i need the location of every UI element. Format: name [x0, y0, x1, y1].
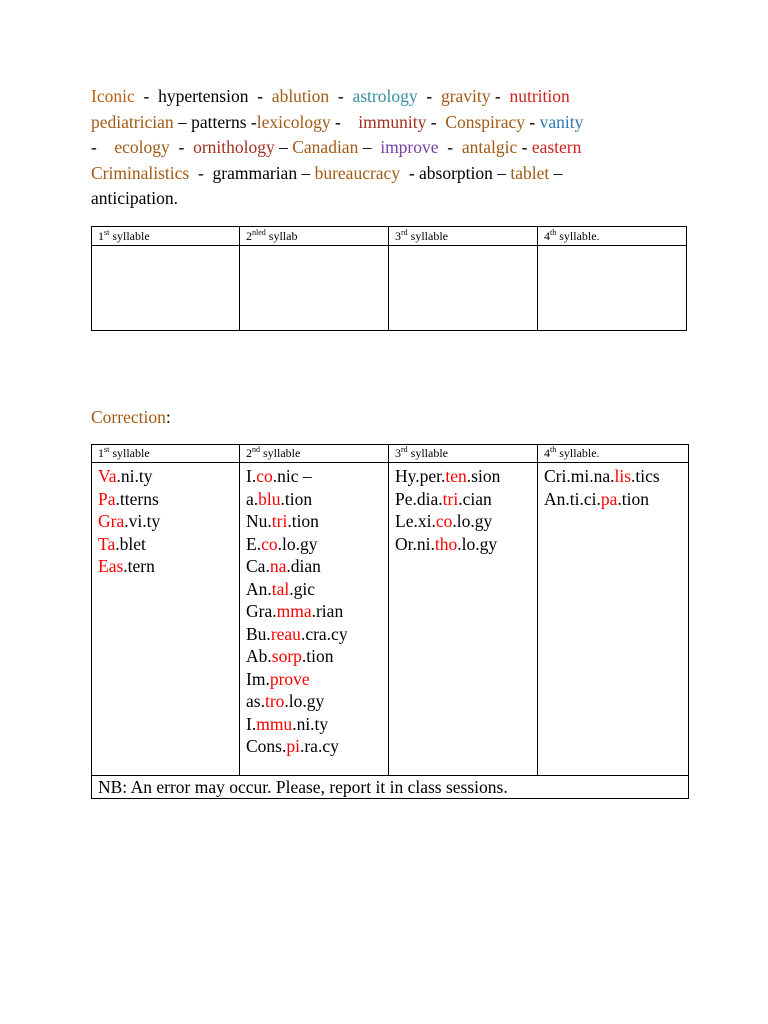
vocabulary-word: improve	[380, 137, 439, 158]
unstressed-part: Ab.	[246, 646, 272, 666]
stressed-syllable: prove	[269, 668, 310, 689]
syllabified-word	[246, 668, 388, 691]
syllabified-word	[395, 510, 537, 533]
syllabified-word	[395, 465, 537, 488]
exercise-table-header-row	[92, 227, 687, 246]
syllabified-word	[246, 578, 388, 601]
vocabulary-word: pediatrician	[91, 111, 174, 132]
header-label: syllable	[109, 446, 150, 460]
correction-column-2nd-syllable	[240, 463, 389, 776]
exercise-answer-cell[interactable]	[389, 246, 538, 331]
unstressed-part: .ni.ty	[116, 466, 153, 486]
unstressed-part: .tion	[280, 488, 313, 509]
syllabified-word	[246, 713, 388, 736]
unstressed-part: .tion	[287, 511, 319, 531]
correction-column-3rd-syllable	[389, 463, 538, 776]
stressed-syllable: sorp	[271, 646, 302, 666]
syllabified-word	[246, 690, 388, 713]
correction-colon: :	[165, 407, 171, 427]
vocabulary-word: nutrition	[509, 86, 570, 106]
correction-header-cell	[389, 445, 538, 463]
correction-table-header-row	[92, 445, 689, 463]
vocabulary-word: astrology	[352, 86, 418, 106]
syllable-number: 2	[246, 229, 252, 243]
exercise-table	[91, 226, 687, 331]
unstressed-part: .blet	[115, 533, 146, 554]
stressed-syllable: Va	[98, 466, 117, 486]
unstressed-part: as.	[246, 691, 265, 711]
stressed-syllable: tro	[264, 691, 285, 711]
stressed-syllable: mmu	[256, 713, 293, 734]
unstressed-part: Cons.	[246, 736, 287, 756]
stressed-syllable: Pa	[98, 488, 116, 509]
unstressed-part: I.	[246, 713, 257, 734]
syllable-number: 2	[246, 446, 252, 460]
syllable-number: 3	[395, 229, 401, 243]
word-list	[91, 84, 691, 212]
stressed-syllable: pi	[286, 736, 300, 756]
unstressed-part: .ra.cy	[299, 736, 339, 756]
word-separator: –	[297, 162, 315, 183]
ordinal-suffix: st	[104, 445, 110, 454]
stressed-syllable: tal	[271, 578, 290, 599]
word-separator: -	[490, 86, 510, 106]
vocabulary-word: gravity	[440, 86, 491, 106]
syllabified-word	[246, 600, 388, 623]
header-label: syllable	[407, 229, 448, 243]
unstressed-part: .tics	[631, 466, 660, 486]
vocabulary-word: Criminalistics	[91, 162, 190, 183]
syllabified-word	[246, 488, 388, 511]
word-list-line	[91, 110, 691, 136]
word-separator: -	[438, 137, 462, 158]
unstressed-part: .tern	[123, 556, 155, 576]
ordinal-suffix: th	[550, 445, 557, 454]
correction-column-4th-syllable	[538, 463, 689, 776]
vocabulary-word: immunity	[358, 111, 427, 132]
unstressed-part: .tion	[301, 646, 334, 666]
unstressed-part: .cra.cy	[300, 623, 348, 644]
unstressed-part: .cian	[458, 488, 492, 509]
vocabulary-word: anticipation.	[91, 188, 178, 209]
correction-table-body-row	[92, 463, 689, 776]
unstressed-part: E.	[246, 533, 262, 554]
word-separator: -	[91, 137, 115, 158]
correction-header-cell	[92, 445, 240, 463]
vocabulary-word: grammarian	[212, 162, 298, 183]
unstressed-part: Hy.per.	[395, 466, 446, 486]
syllabified-word	[246, 645, 388, 668]
syllabified-word	[98, 510, 239, 533]
exercise-header-cell	[240, 227, 389, 246]
stressed-syllable: tri	[271, 511, 288, 531]
syllabified-word	[246, 533, 388, 556]
correction-heading	[91, 405, 171, 429]
unstressed-part: .sion	[466, 466, 501, 486]
word-separator: -	[189, 162, 213, 183]
unstressed-part: An.ti.ci.	[544, 488, 601, 509]
word-separator: -	[169, 137, 194, 158]
vocabulary-word: bureaucracy	[314, 162, 401, 183]
word-separator: –	[274, 137, 293, 158]
stressed-syllable: co	[256, 466, 273, 486]
syllabified-word	[544, 488, 688, 511]
syllabified-word	[246, 555, 388, 578]
ordinal-suffix: rd	[401, 228, 408, 237]
word-separator: -	[426, 111, 446, 132]
unstressed-part: An.	[246, 578, 272, 599]
correction-header-cell	[240, 445, 389, 463]
correction-note: NB: An error may occur. Please, report it in class sessions.	[92, 776, 689, 799]
vocabulary-word: absorption	[419, 162, 493, 183]
exercise-table-answer-row	[92, 246, 687, 331]
exercise-header-cell	[92, 227, 240, 246]
word-separator: –	[358, 137, 381, 158]
ordinal-suffix: nd	[252, 445, 260, 454]
stressed-syllable: blu	[258, 488, 281, 509]
word-separator: –	[173, 111, 192, 132]
vocabulary-word: tablet	[510, 162, 550, 183]
unstressed-part: .vi.ty	[124, 511, 161, 531]
syllabified-word	[395, 488, 537, 511]
vocabulary-word: hypertension	[158, 86, 249, 106]
stressed-syllable: co	[435, 511, 453, 531]
unstressed-part: .lo.gy	[452, 511, 493, 531]
word-separator: -	[134, 86, 159, 106]
stressed-syllable: Gra	[98, 511, 125, 531]
vocabulary-word: antalgic	[461, 137, 518, 158]
unstressed-part: Cri.mi.na.	[544, 466, 615, 486]
word-separator: -	[330, 111, 359, 132]
unstressed-part: Gra.	[246, 601, 277, 621]
word-separator: -	[525, 111, 540, 132]
syllable-number: 3	[395, 446, 401, 460]
exercise-answer-cell[interactable]	[538, 246, 687, 331]
syllable-number: 1	[98, 229, 104, 243]
stressed-syllable: pa	[600, 488, 618, 509]
vocabulary-word: Canadian	[292, 137, 359, 158]
correction-note-row	[92, 776, 689, 799]
unstressed-part: .nic –	[272, 466, 312, 486]
stressed-syllable: reau	[270, 623, 301, 644]
correction-header-cell	[538, 445, 689, 463]
stressed-syllable: Eas	[98, 556, 124, 576]
vocabulary-word: ablution	[271, 86, 330, 106]
header-label: syllab	[265, 229, 298, 243]
syllabified-word	[98, 488, 239, 511]
stressed-syllable: ten	[445, 466, 467, 486]
syllabified-word	[246, 510, 388, 533]
unstressed-part: .rian	[311, 601, 344, 621]
ordinal-suffix: rd	[401, 445, 408, 454]
exercise-header-cell	[389, 227, 538, 246]
unstressed-part: .tion	[617, 488, 650, 509]
unstressed-part: Ca.	[246, 556, 270, 576]
unstressed-part: Bu.	[246, 623, 271, 644]
exercise-answer-cell[interactable]	[92, 246, 240, 331]
correction-column-1st-syllable	[92, 463, 240, 776]
unstressed-part: Pe.dia.	[395, 488, 443, 509]
syllable-number: 4	[544, 446, 550, 460]
vocabulary-word: ecology	[114, 137, 170, 158]
syllabified-word	[98, 533, 239, 556]
unstressed-part: .ni.ty	[292, 713, 329, 734]
unstressed-part: Nu.	[246, 511, 272, 531]
exercise-answer-cell[interactable]	[240, 246, 389, 331]
stressed-syllable: mma	[276, 601, 312, 621]
word-list-line	[91, 84, 691, 110]
correction-table	[91, 444, 689, 799]
unstressed-part: .lo.gy	[277, 533, 318, 554]
header-label: syllable	[260, 446, 301, 460]
unstressed-part: .dian	[286, 556, 321, 576]
stressed-syllable: Ta	[98, 533, 116, 554]
vocabulary-word: Conspiracy	[445, 111, 526, 132]
unstressed-part: .gic	[289, 578, 316, 599]
word-separator: -	[400, 162, 420, 183]
syllabified-word	[98, 555, 239, 578]
stressed-syllable: na	[269, 556, 287, 576]
word-separator: –	[549, 162, 563, 183]
syllabified-word	[98, 465, 239, 488]
word-separator: -	[517, 137, 532, 158]
unstressed-part: Im.	[246, 668, 270, 689]
syllabified-word	[544, 465, 688, 488]
word-separator: -	[248, 86, 272, 106]
header-label: syllable.	[556, 229, 600, 243]
vocabulary-word: ornithology	[193, 137, 275, 158]
vocabulary-word: Iconic	[91, 86, 135, 106]
unstressed-part: .lo.gy	[284, 691, 325, 711]
unstressed-part: .tterns	[115, 488, 159, 509]
correction-label: Correction	[91, 407, 166, 427]
ordinal-suffix: st	[104, 228, 110, 237]
unstressed-part: a.	[246, 488, 259, 509]
syllabified-word	[246, 735, 388, 758]
syllable-number: 4	[544, 229, 550, 243]
header-label: syllable	[109, 229, 150, 243]
stressed-syllable: tho	[434, 533, 458, 554]
header-label: syllable	[407, 446, 448, 460]
vocabulary-word: eastern	[531, 137, 582, 158]
syllabified-word	[246, 465, 388, 488]
exercise-header-cell	[538, 227, 687, 246]
word-list-line	[91, 135, 691, 161]
syllabified-word	[395, 533, 537, 556]
unstressed-part: Or.ni.	[395, 533, 435, 554]
ordinal-suffix: th	[550, 228, 557, 237]
syllabified-word	[246, 623, 388, 646]
syllable-number: 1	[98, 446, 104, 460]
stressed-syllable: co	[261, 533, 278, 554]
unstressed-part: Le.xi.	[395, 511, 436, 531]
vocabulary-word: lexicology	[256, 111, 331, 132]
header-label: syllable.	[556, 446, 600, 460]
unstressed-part: I.	[246, 466, 257, 486]
stressed-syllable: lis	[614, 466, 632, 486]
word-list-line	[91, 161, 691, 187]
vocabulary-word: vanity	[539, 111, 584, 132]
word-separator: -	[329, 86, 353, 106]
vocabulary-word: patterns	[191, 111, 247, 132]
word-separator: -	[417, 86, 441, 106]
word-separator: -	[246, 111, 257, 132]
word-list-line	[91, 186, 691, 212]
ordinal-suffix: nled	[252, 228, 266, 237]
stressed-syllable: tri	[442, 488, 459, 509]
unstressed-part: .lo.gy	[457, 533, 498, 554]
word-separator: –	[492, 162, 511, 183]
